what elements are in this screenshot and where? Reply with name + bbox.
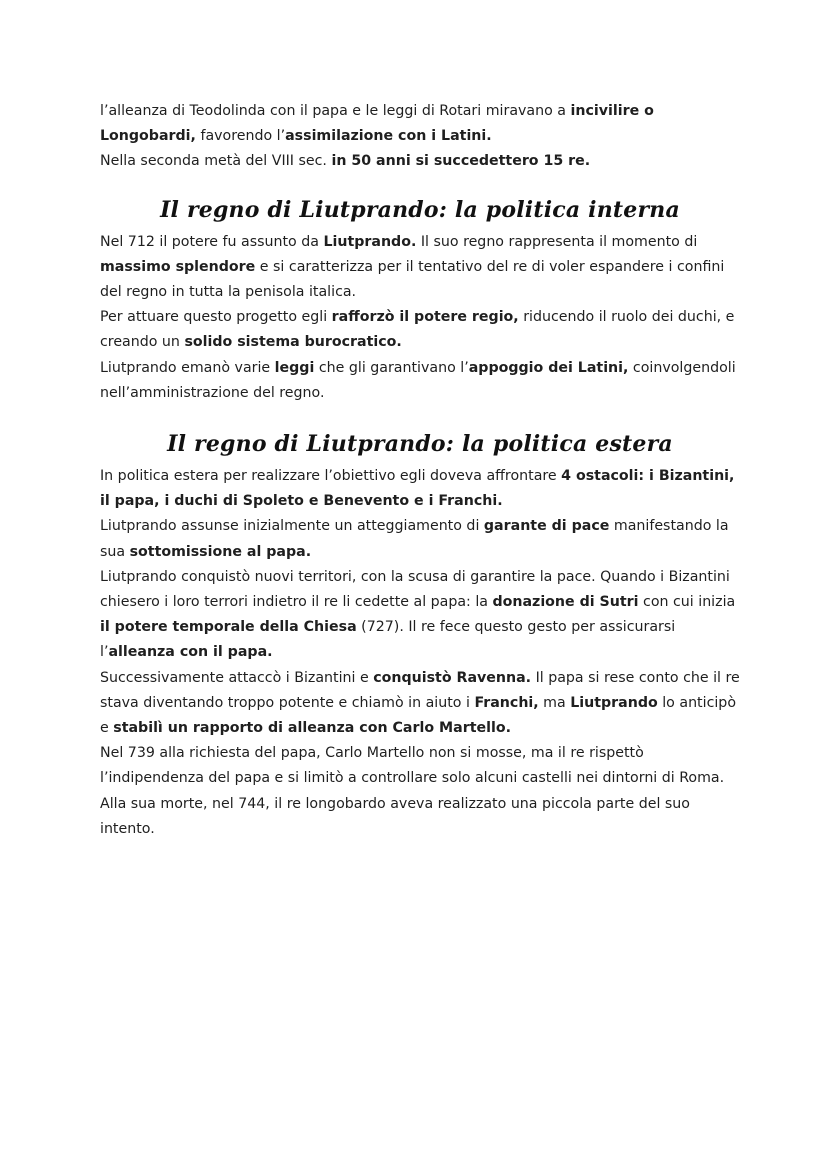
bold-text-run: donazione di Sutri	[492, 594, 639, 611]
text-run: che gli garantivano l’	[314, 359, 469, 376]
bold-text-run: solido sistema burocratico.	[184, 334, 402, 351]
text-run: e si caratterizza per il tentativo del re di voler espandere i confini del regno in tutta la penisola italica.	[100, 258, 725, 301]
text-run: In politica estera per realizzare l’obiettivo egli doveva affrontare	[100, 468, 562, 485]
paragraph	[100, 305, 740, 355]
paragraph	[100, 565, 740, 666]
text-run: manifestando la sua	[100, 518, 729, 560]
paragraph	[100, 741, 740, 791]
section-internal-politics	[100, 230, 740, 406]
bold-text-run: sottomissione al papa.	[129, 543, 312, 560]
text-run: Nel 712 il potere fu assunto da	[100, 233, 324, 250]
paragraph	[100, 514, 740, 564]
paragraph	[100, 356, 740, 406]
text-run: Alla sua morte, nel 744, il re longobardo aveva realizzato una piccola parte del suo intento.	[100, 795, 690, 837]
paragraph	[100, 666, 740, 742]
text-run: Successivamente attaccò i Bizantini e	[100, 669, 374, 686]
text-run: Liutprando emanò varie	[100, 359, 275, 376]
bold-text-run: Liutprando.	[323, 233, 417, 250]
paragraph	[100, 230, 740, 306]
bold-text-run: massimo splendore	[100, 258, 256, 275]
text-run: con cui inizia	[638, 594, 736, 611]
text-run: riducendo il ruolo dei duchi, e creando un	[100, 309, 735, 351]
text-run: Liutprando conquistò nuovi territori, con la scusa di garantire la pace. Quando i Bizantini chiesero i loro terrori indietro il re li cedette al papa: la	[100, 568, 730, 611]
text-run: Liutprando assunse inizialmente un atteggiamento di	[100, 518, 484, 535]
text-run: l’alleanza di Teodolinda con il papa e le leggi di Rotari miravano a	[100, 103, 571, 119]
text-run: (727). Il re fece questo gesto per assicurarsi l’	[100, 619, 676, 661]
text-run: Per attuare questo progetto egli	[100, 309, 332, 326]
text-run: ma	[538, 694, 571, 711]
section-heading-foreign-politics: Il regno di Liutprando: la politica estera	[167, 431, 673, 458]
bold-text-run: in 50 anni si succedettero 15 re.	[331, 153, 591, 170]
paragraph	[100, 149, 740, 174]
bold-text-run: assimilazione con i Latini.	[285, 128, 492, 145]
bold-text-run: rafforzò il potere regio,	[331, 309, 519, 326]
text-run: Il suo regno rappresenta il momento di	[416, 233, 698, 250]
section-foreign-politics	[100, 464, 740, 842]
document-page	[100, 99, 740, 842]
bold-text-run: alleanza con il papa.	[108, 644, 273, 661]
text-run: favorendo l’	[195, 128, 286, 145]
bold-text-run: leggi	[274, 359, 315, 376]
section-heading-internal-politics: Il regno di Liutprando: la politica interna	[160, 196, 680, 223]
bold-text-run: Liutprando	[570, 694, 658, 711]
bold-text-run: Franchi,	[474, 694, 539, 711]
intro-block	[100, 99, 740, 175]
bold-text-run: garante di pace	[483, 518, 610, 535]
bold-text-run: conquistò Ravenna.	[373, 669, 532, 686]
bold-text-run: incivilire o Longobardi,	[100, 103, 654, 145]
bold-text-run: il potere temporale della Chiesa	[100, 619, 357, 636]
bold-text-run: 4 ostacoli: i Bizantini, il papa, i duchi di Spoleto e Benevento e i Franchi.	[100, 468, 735, 510]
paragraph	[100, 792, 740, 842]
bold-text-run: appoggio dei Latini,	[468, 359, 629, 376]
text-run: Nel 739 alla richiesta del papa, Carlo Martello non si mosse, ma il re rispettò l’indipendenza del papa e si limitò a controllare solo alcuni castelli nei dintorni di Roma.	[100, 745, 725, 787]
text-run: Nella seconda metà del VIII sec.	[100, 153, 332, 170]
bold-text-run: stabilì un rapporto di alleanza con Carlo Martello.	[113, 720, 511, 737]
paragraph	[100, 99, 740, 149]
text-run: lo anticipò e	[100, 694, 736, 737]
text-run: coinvolgendoli nell’amministrazione del regno.	[100, 359, 736, 401]
paragraph	[100, 464, 740, 514]
text-run: Il papa si rese conto che il re stava diventando troppo potente e chiamò in aiuto i	[100, 669, 740, 711]
